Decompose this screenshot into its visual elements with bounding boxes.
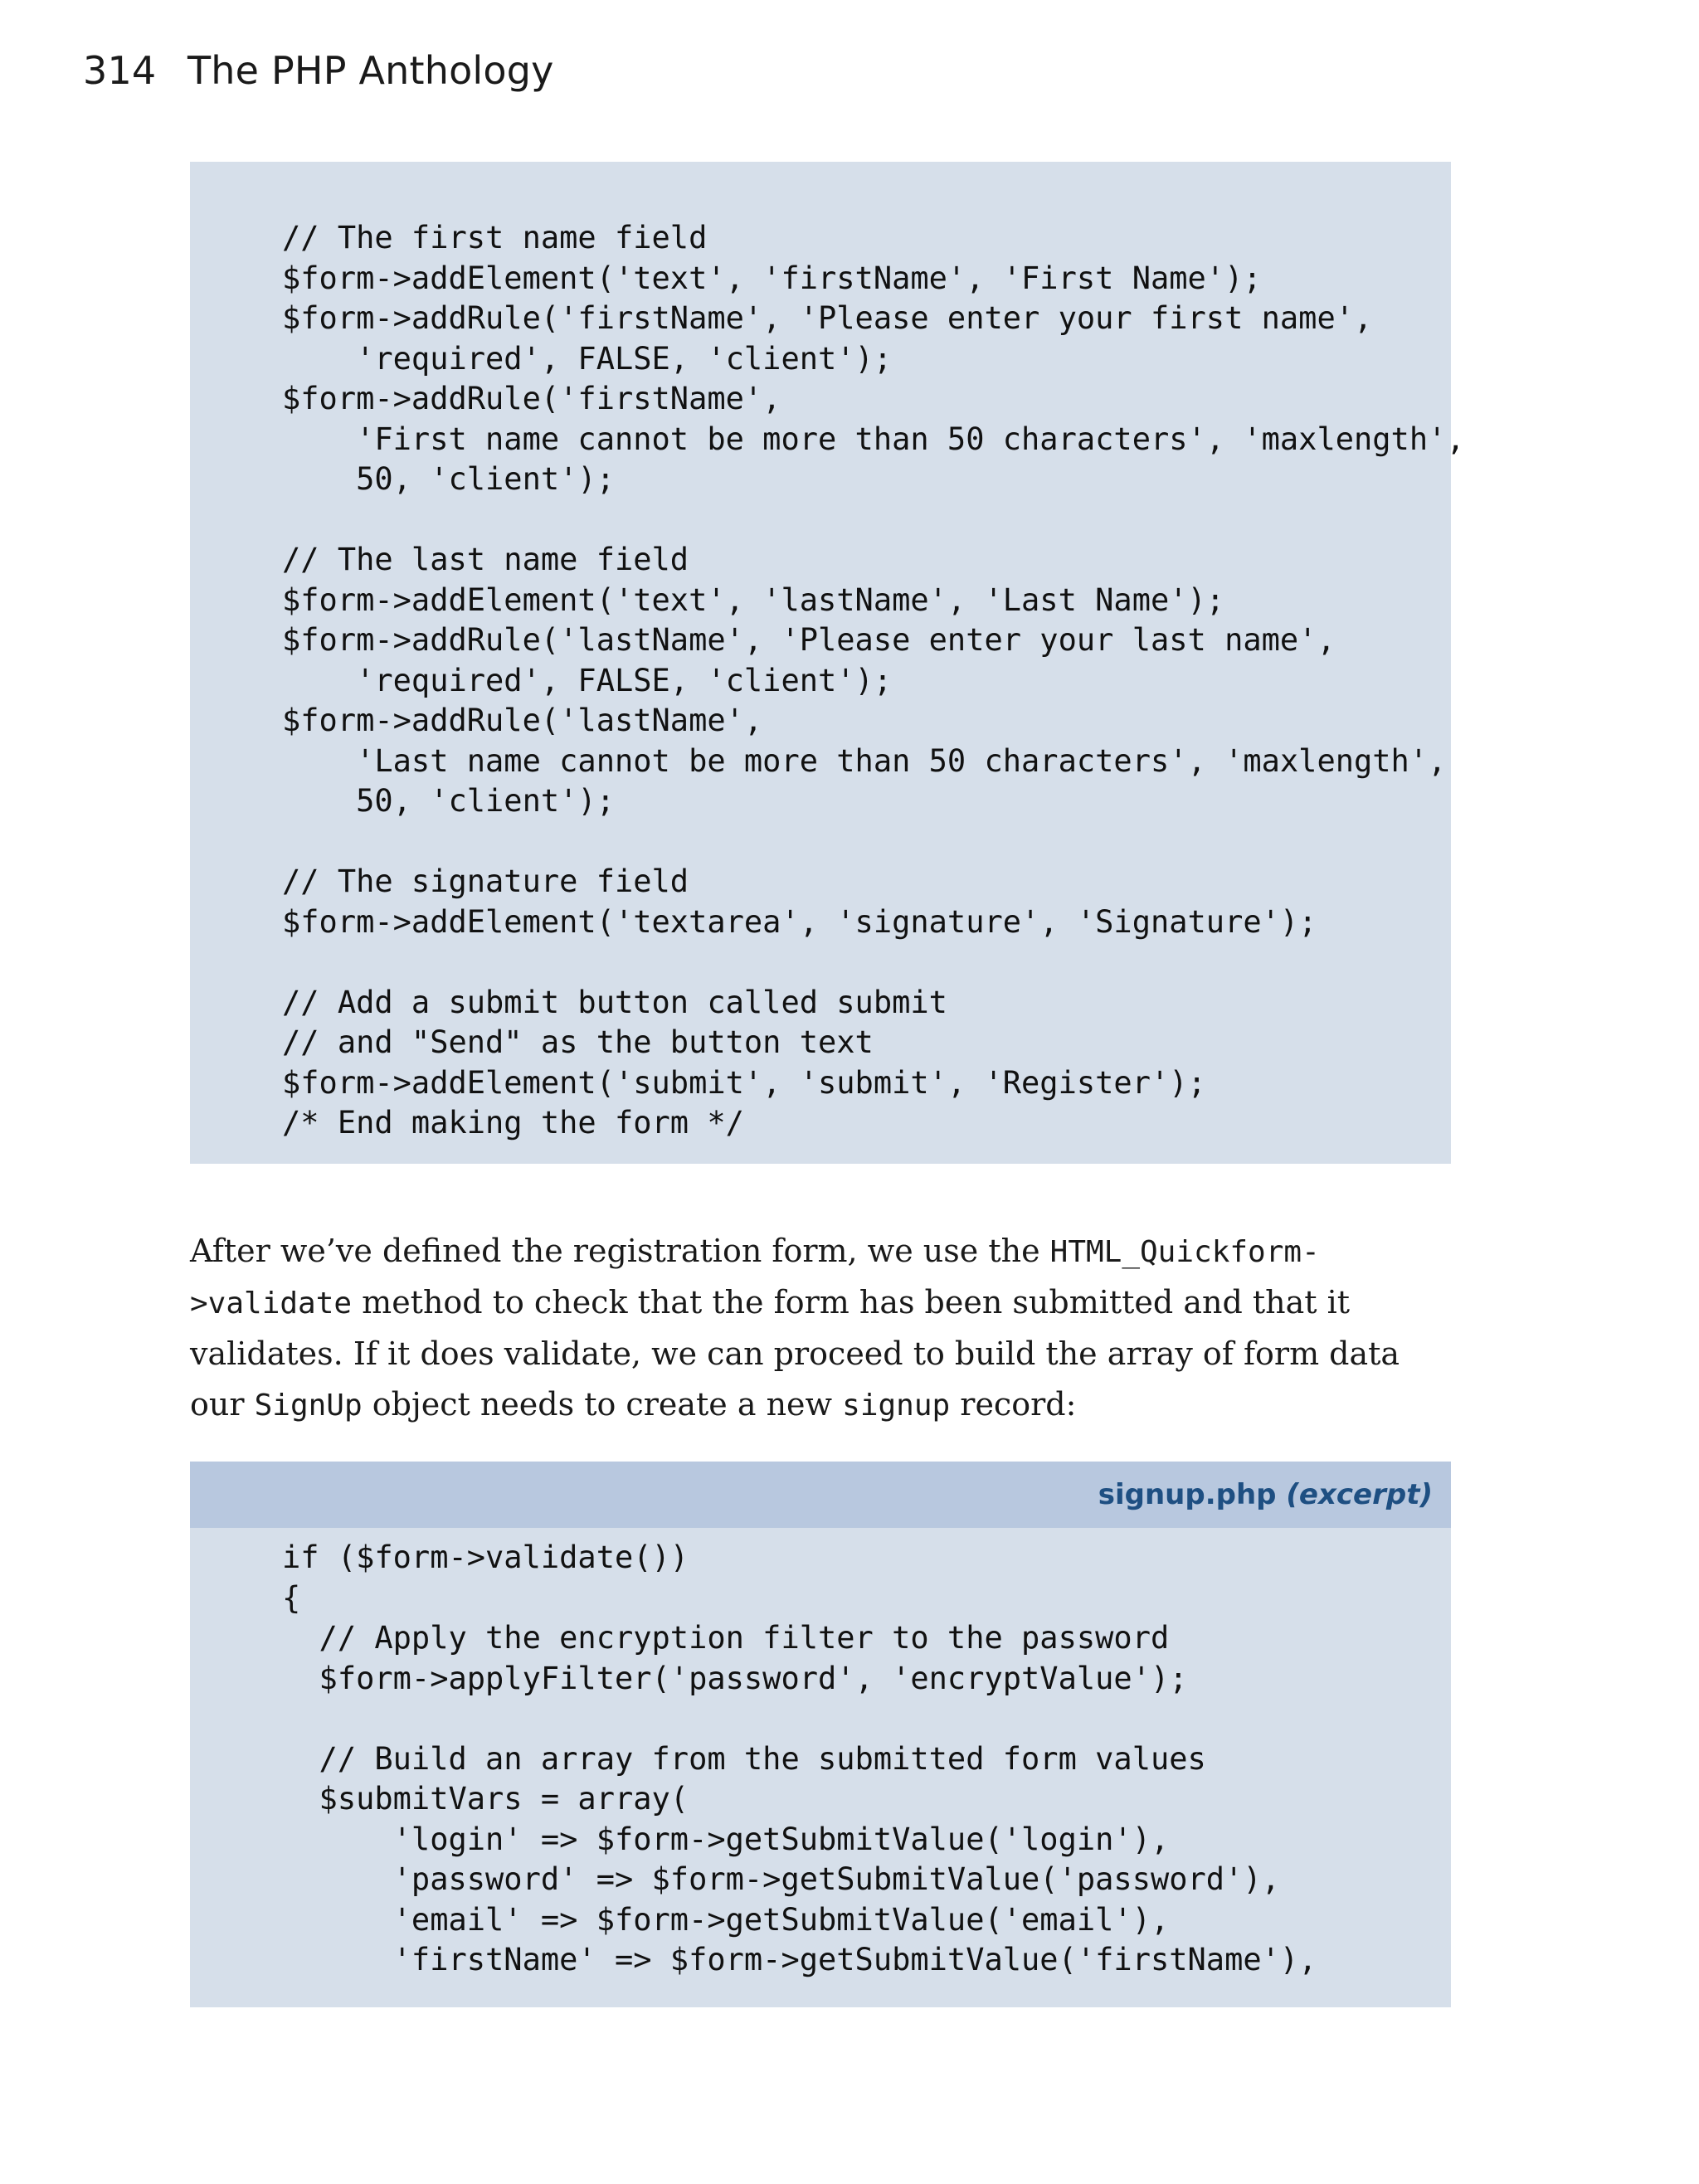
code-block-signup-excerpt <box>190 1462 1451 2007</box>
code-line: 'firstName' => $form->getSubmitValue('firstName'), <box>282 1942 1317 1977</box>
code-line: { <box>282 1579 301 1616</box>
code-line: $form->addElement('text', 'lastName', 'Last Name'); <box>282 581 1225 618</box>
code-line: $form->addElement('textarea', 'signature', 'Signature'); <box>282 903 1317 940</box>
code-line: $form->addRule('firstName', 'Please enter your first name', <box>282 300 1373 336</box>
code-line: 'Last name cannot be more than 50 characters', 'maxlength', <box>282 742 1447 779</box>
code-line: 50, 'client'); <box>282 783 615 819</box>
code-line: // and "Send" as the button text <box>282 1024 874 1060</box>
code-listing-header <box>190 1462 1451 1528</box>
code-line: $submitVars = array( <box>282 1781 689 1817</box>
code-line: 'required', FALSE, 'client'); <box>282 340 893 377</box>
code-line: 'First name cannot be more than 50 characters', 'maxlength', <box>282 421 1465 457</box>
code-lines <box>190 218 1465 1144</box>
code-line: if ($form->validate()) <box>282 1540 689 1575</box>
code-line <box>282 822 1451 863</box>
code-block-form-fields <box>190 162 1465 1164</box>
code-line: // Build an array from the submitted form values <box>282 1740 1206 1777</box>
book-title: The PHP Anthology <box>187 48 554 93</box>
code-line: // The signature field <box>282 863 689 899</box>
code-line: 'password' => $form->getSubmitValue('password'), <box>282 1861 1280 1897</box>
paragraph-text: object needs to create a new <box>362 1386 843 1423</box>
paragraph-text: After we’ve defined the registration form, we use the <box>190 1233 1050 1269</box>
code-line <box>282 500 1451 541</box>
inline-code: SignUp <box>254 1389 363 1423</box>
code-line: // The last name field <box>282 542 689 577</box>
code-line: $form->addElement('submit', 'submit', 'Register'); <box>282 1064 1206 1101</box>
code-excerpt-label: (excerpt) <box>1286 1478 1433 1511</box>
code-line: $form->addRule('firstName', <box>282 381 781 416</box>
code-line: $form->addRule('lastName', 'Please enter your last name', <box>282 622 1336 658</box>
code-lines <box>190 1528 1451 1981</box>
code-line: /* End making the form */ <box>282 1105 744 1141</box>
code-filename: signup.php <box>1098 1478 1277 1511</box>
body-paragraph <box>190 1226 1459 1431</box>
code-line: 'required', FALSE, 'client'); <box>282 662 893 698</box>
paragraph-text: method to check that the form has been submitted and that it validates. If it does validate, we can proceed to build the array of form data our <box>190 1284 1400 1423</box>
page-number: 314 <box>83 48 157 93</box>
running-head <box>83 48 554 93</box>
code-line <box>282 942 1451 983</box>
code-line: 'email' => $form->getSubmitValue('email'), <box>282 1901 1170 1938</box>
code-line: $form->addRule('lastName', <box>282 703 763 738</box>
inline-code: HTML_Quickform->validate <box>190 1235 1320 1321</box>
code-line: // Add a submit button called submit <box>282 984 947 1020</box>
code-line: 50, 'client'); <box>282 461 615 497</box>
code-line: // Apply the encryption filter to the password <box>282 1620 1170 1656</box>
inline-code: signup <box>842 1389 951 1423</box>
code-line: 'login' => $form->getSubmitValue('login'), <box>282 1821 1170 1857</box>
code-line <box>282 1699 1451 1739</box>
code-line: $form->applyFilter('password', 'encryptValue'); <box>282 1660 1188 1696</box>
paragraph-text: record: <box>950 1386 1077 1423</box>
code-line: // The first name field <box>282 220 708 255</box>
code-line: $form->addElement('text', 'firstName', 'First Name'); <box>282 260 1262 296</box>
